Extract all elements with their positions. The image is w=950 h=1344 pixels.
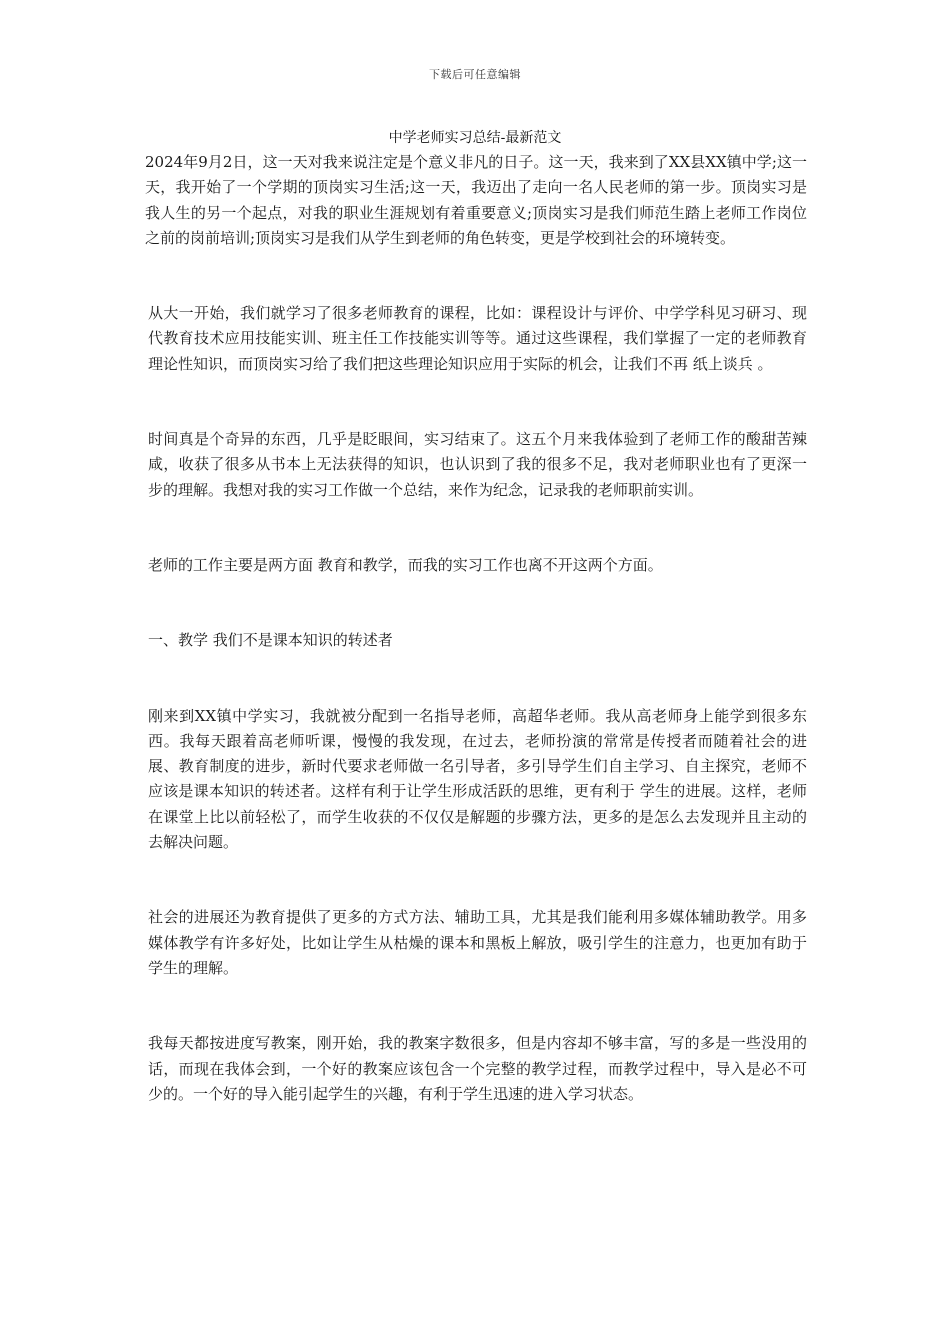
section-heading-teaching: 一、教学 我们不是课本知识的转述者	[148, 631, 393, 650]
paragraph-multimedia: 社会的进展还为教育提供了更多的方式方法、辅助工具，尤其是我们能利用多媒体辅助教学。用多媒体教学有许多好处，比如让学生从枯燥的课本和黑板上解放，吸引学生的注意力，也更加有助于学生的理解。	[148, 908, 807, 977]
document-body	[145, 150, 807, 1107]
paragraph-intro: 2024年9月2日，这一天对我来说注定是个意义非凡的日子。这一天，我来到了XX县XX镇中学;这一天，我开始了一个学期的顶岗实习生活;这一天，我迈出了走向一名人民老师的第一步。顶岗实习是我人生的另一个起点，对我的职业生涯规划有着重要意义;顶岗实习是我们师范生踏上老师工作岗位之前的岗前培训;顶岗实习是我们从学生到老师的角色转变，更是学校到社会的环境转变。	[145, 153, 807, 247]
paragraph-lesson-plans: 我每天都按进度写教案，刚开始，我的教案字数很多，但是内容却不够丰富，写的多是一些没用的话，而现在我体会到，一个好的教案应该包含一个完整的教学过程，而教学过程中，导入是必不可少的。一个好的导入能引起学生的兴趣，有利于学生迅速的进入学习状态。	[148, 1034, 807, 1103]
paragraph-two-aspects: 老师的工作主要是两方面 教育和教学，而我的实习工作也离不开这两个方面。	[148, 555, 663, 574]
paragraph-mentor: 刚来到XX镇中学实习，我就被分配到一名指导老师，高超华老师。我从高老师身上能学到很多东西。我每天跟着高老师听课，慢慢的我发现，在过去，老师扮演的常常是传授者而随着社会的进展、教育制度的进步，新时代要求老师做一名引导者，多引导学生们自主学习、自主探究，老师不应该是课本知识的转述者。这样有利于让学生形成活跃的思维，更有利于 学生的进展。这样，老师在课堂上比以前轻松了，而学生收获的不仅仅是解题的步骤方法，更多的是怎么去发现并且主动的去解决问题。	[148, 706, 807, 852]
document-title: 中学老师实习总结-最新范文	[388, 130, 562, 146]
header-note: 下载后可任意编辑	[429, 68, 521, 81]
paragraph-time: 时间真是个奇异的东西，几乎是眨眼间，实习结束了。这五个月来我体验到了老师工作的酸甜苦辣咸，收获了很多从书本上无法获得的知识，也认识到了我的很多不足，我对老师职业也有了更深一步的理解。我想对我的实习工作做一个总结，来作为纪念，记录我的老师职前实训。	[148, 430, 807, 499]
paragraph-courses: 从大一开始，我们就学习了很多老师教育的课程，比如：课程设计与评价、中学学科见习研习、现代教育技术应用技能实训、班主任工作技能实训等等。通过这些课程，我们掌握了一定的老师教育理论性知识，而顶岗实习给了我们把这些理论知识应用于实际的机会，让我们不再 纸上谈兵 。	[148, 304, 807, 373]
